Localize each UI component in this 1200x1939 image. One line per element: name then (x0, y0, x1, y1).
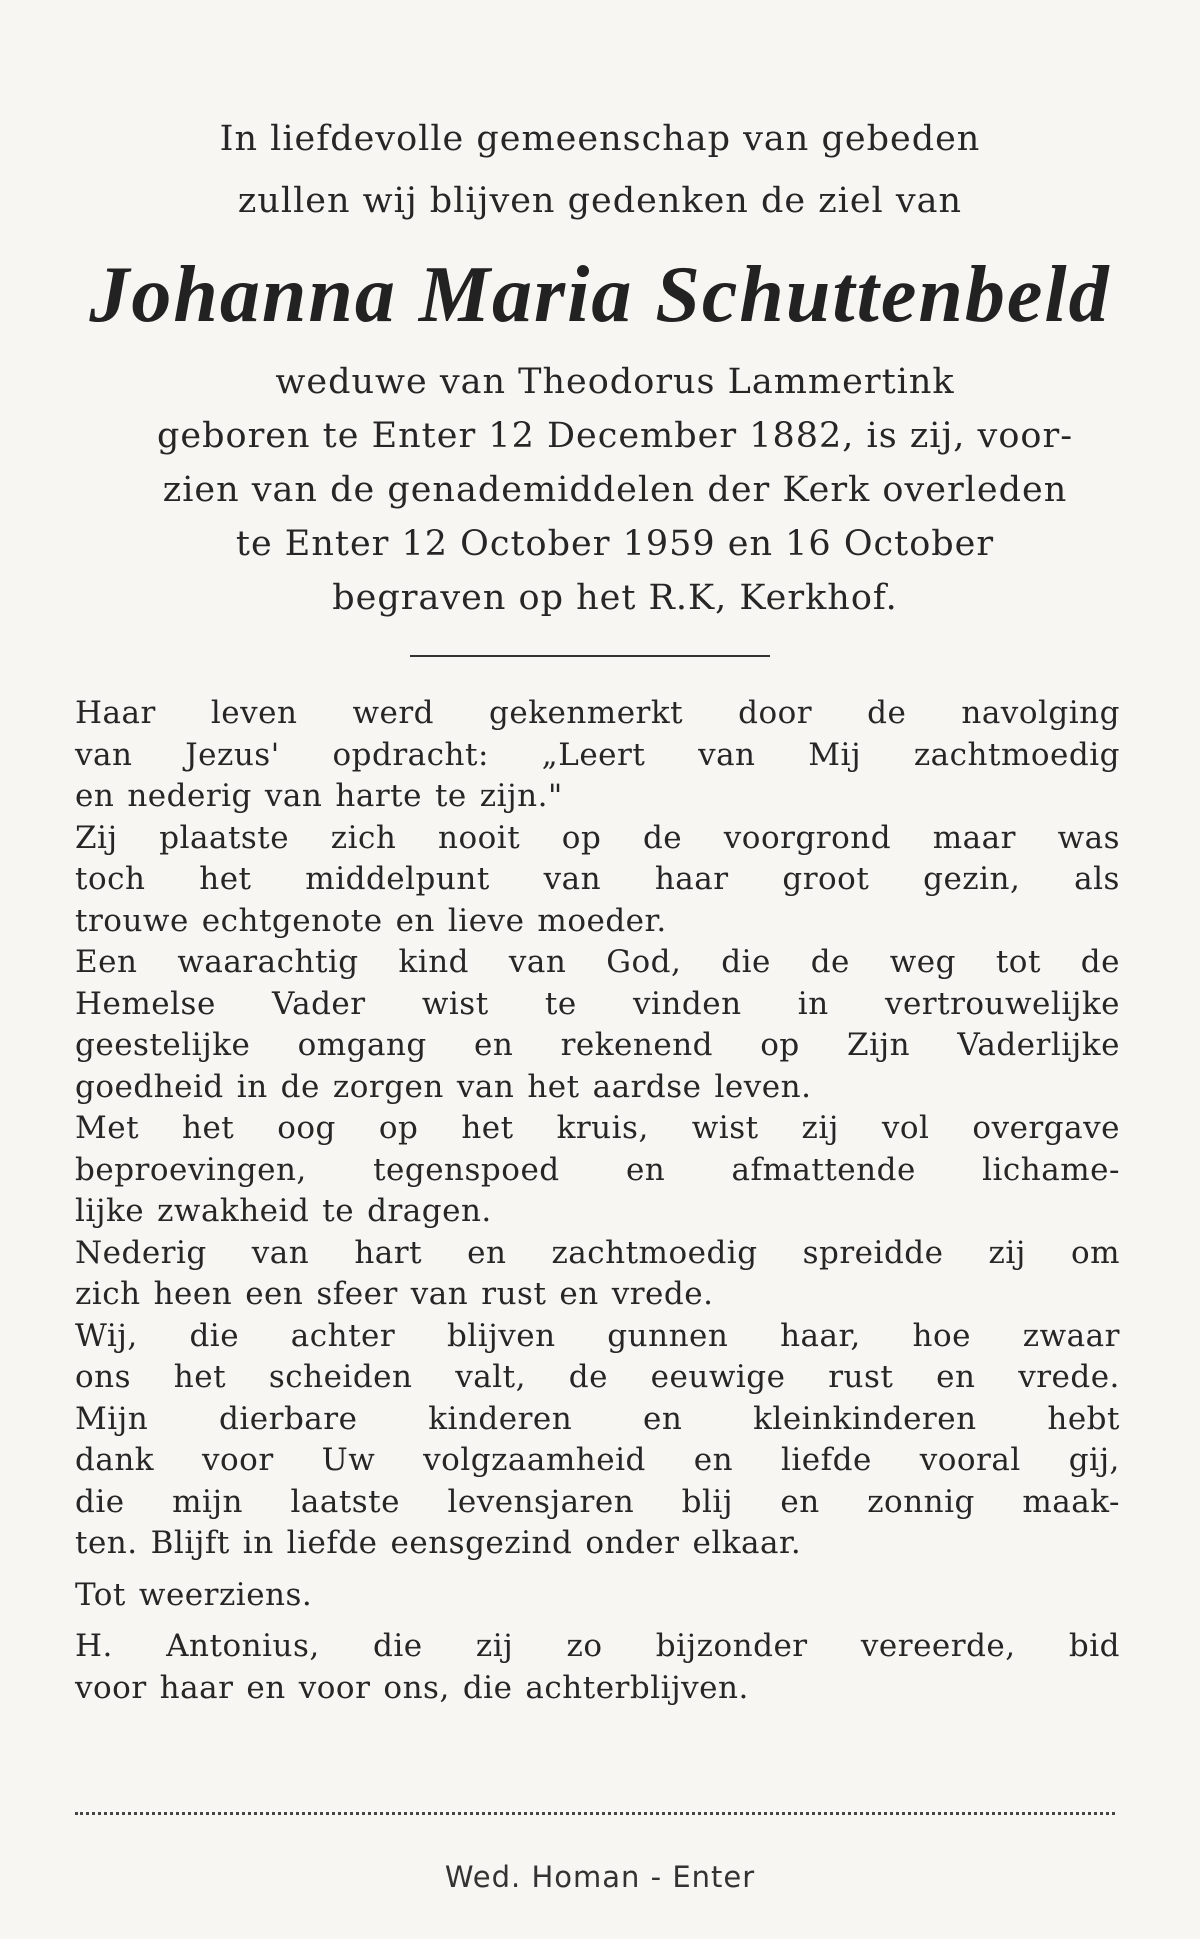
word: van (75, 736, 133, 773)
text-line (75, 1108, 1120, 1150)
detail-line: zien van de genademiddelen der Kerk overleden (162, 470, 1068, 510)
word: moeder. (537, 902, 667, 939)
word: zachtmoedig (913, 736, 1120, 773)
word: die (721, 944, 771, 980)
word: zij (475, 1628, 514, 1664)
word: die (75, 1483, 125, 1520)
word: plaatste (159, 819, 290, 856)
word: levensjaren (447, 1483, 635, 1520)
word: haar (159, 1669, 234, 1706)
word: en (467, 1234, 507, 1271)
word: van (251, 1234, 310, 1271)
text-line (75, 1482, 1120, 1524)
text-line (75, 1191, 1120, 1233)
text-line (75, 693, 1120, 735)
word: tegenspoed (373, 1151, 560, 1188)
intro-text (60, 108, 1140, 232)
text-line (75, 1523, 1120, 1565)
word: onder (585, 1525, 680, 1561)
word: nooit (437, 819, 521, 856)
text-line (75, 735, 1120, 777)
word: kruis, (556, 1110, 649, 1146)
word: blij (681, 1483, 733, 1520)
text-line (75, 1025, 1120, 1067)
word: vol (881, 1110, 930, 1146)
word: nederig (127, 778, 252, 814)
word: de (810, 944, 850, 980)
word: heen (153, 1276, 233, 1312)
word: het (182, 1110, 235, 1146)
dotted-separator (75, 1812, 1115, 1815)
word: zonnig (867, 1483, 975, 1520)
word: Nederig (75, 1234, 207, 1271)
text-line (75, 1626, 1120, 1668)
word: zich (330, 819, 397, 856)
word: navolging (961, 695, 1120, 731)
word: eeuwige (650, 1359, 786, 1395)
word: een (245, 1276, 304, 1312)
word: die (189, 1317, 240, 1354)
word: ten. (75, 1525, 138, 1561)
word: gunnen (607, 1317, 729, 1354)
word: omgang (297, 1027, 427, 1063)
word: aardse (592, 1068, 702, 1105)
word: eensgezind (390, 1525, 573, 1561)
separator-rule (410, 655, 770, 657)
text-line (75, 1233, 1120, 1275)
word: lichame- (982, 1151, 1120, 1188)
word: en (559, 1276, 599, 1312)
word: „Leert (541, 736, 646, 773)
word: harte (335, 778, 422, 814)
word: wist (421, 985, 489, 1022)
word: Zij (75, 819, 118, 856)
word: gekenmerkt (489, 695, 684, 731)
word: en (693, 1442, 734, 1478)
word: lijke (75, 1193, 145, 1229)
word: Blijft (150, 1525, 230, 1561)
word: Een (75, 944, 138, 980)
text-line (75, 984, 1120, 1026)
word: vertrouwelijke (884, 985, 1120, 1022)
word: werd (352, 695, 434, 731)
word: leven. (714, 1068, 812, 1105)
word: van (508, 944, 567, 980)
word: scheiden (268, 1359, 413, 1395)
word: in (797, 985, 829, 1022)
word: Zijn (847, 1027, 911, 1063)
word: om (1070, 1234, 1120, 1271)
life-details (110, 355, 1120, 625)
word: hebt (1047, 1400, 1120, 1437)
word: en (625, 1151, 666, 1188)
word: en (75, 778, 115, 814)
word: zij (988, 1234, 1026, 1271)
text-line (75, 1150, 1120, 1192)
deceased-name: Johanna Maria Schuttenbeld (89, 251, 1111, 339)
word: kind (398, 944, 470, 980)
word: de (280, 1068, 320, 1105)
word: rekenend (560, 1027, 714, 1063)
word: en (395, 902, 435, 939)
word: beproevingen, (75, 1151, 307, 1188)
text-line (75, 818, 1120, 860)
word: rust (828, 1359, 894, 1395)
word: zachtmoedig (551, 1234, 758, 1271)
word: goedheid (75, 1068, 224, 1105)
word: en (780, 1483, 820, 1520)
word: sfeer (316, 1276, 398, 1312)
word: toch (75, 861, 146, 897)
detail-line: weduwe van Theodorus Lammertink (275, 362, 955, 402)
word: het (527, 1068, 580, 1105)
word: was (1057, 819, 1120, 856)
word: blijven (446, 1317, 556, 1354)
word: Mij (808, 736, 862, 773)
word: elkaar. (692, 1525, 802, 1561)
word: te (434, 778, 467, 814)
word: mijn (172, 1483, 243, 1520)
detail-line: te Enter 12 October 1959 en 16 October (235, 524, 995, 564)
text-line (75, 1575, 1120, 1617)
word: H. (75, 1628, 113, 1664)
word: weerziens. (138, 1576, 313, 1613)
text-line (75, 1399, 1120, 1441)
word: van (543, 861, 602, 897)
word: trouwe (75, 902, 189, 939)
word: rust (481, 1276, 547, 1312)
word: vooral (919, 1442, 1021, 1478)
word: liefde (780, 1442, 872, 1478)
word: zij (801, 1110, 839, 1146)
word: dank (75, 1442, 155, 1478)
word: bid (1068, 1628, 1120, 1664)
word: oog (277, 1110, 336, 1146)
word: Vader (272, 985, 366, 1022)
word: achterblijven. (525, 1669, 749, 1706)
word: op (561, 819, 602, 856)
word: en (643, 1400, 683, 1437)
word: zwakheid (157, 1193, 310, 1229)
word: te (544, 985, 577, 1022)
text-line (75, 859, 1120, 901)
word: volgzaamheid (423, 1442, 646, 1478)
word: op (378, 1110, 419, 1146)
text-line (75, 1440, 1120, 1482)
text-line (75, 1067, 1120, 1109)
word: vinden (632, 985, 742, 1022)
word: het (199, 861, 252, 897)
word: de (642, 819, 683, 856)
word: het (461, 1110, 514, 1146)
word: hart (354, 1234, 423, 1271)
word: afmattende (731, 1151, 916, 1188)
word: kinderen (428, 1400, 573, 1437)
word: Tot (75, 1576, 126, 1613)
word: van (456, 1068, 515, 1105)
word: die (462, 1669, 513, 1706)
intro-line: zullen wij blijven gedenken de ziel van (237, 181, 963, 221)
word: groot (782, 861, 870, 897)
word: voorgrond (723, 819, 892, 856)
word: gezin, (923, 861, 1021, 897)
word: te (322, 1193, 355, 1229)
text-line (75, 901, 1120, 943)
memorial-text (75, 693, 1120, 1709)
word: tot (995, 944, 1041, 980)
text-line (75, 942, 1120, 984)
word: bijzonder (655, 1628, 808, 1664)
text-line (75, 1316, 1120, 1358)
word: Met (75, 1110, 140, 1146)
word: wist (691, 1110, 759, 1146)
word: haar, (780, 1317, 861, 1354)
word: zich (75, 1276, 141, 1312)
text-line (75, 776, 1120, 818)
word: door (738, 695, 813, 731)
paragraph-gap (75, 1565, 1120, 1575)
word: leven (210, 695, 298, 731)
word: voor (298, 1669, 371, 1706)
text-line (75, 1668, 1120, 1710)
word: voor (75, 1669, 147, 1706)
word: spreidde (802, 1234, 944, 1271)
word: middelpunt (305, 861, 490, 897)
word: vereerde, (860, 1628, 1016, 1664)
word: gij, (1068, 1442, 1120, 1478)
word: laatste (290, 1483, 400, 1520)
word: voor (201, 1442, 274, 1478)
word: de (867, 695, 907, 731)
word: valt, (455, 1359, 526, 1395)
detail-line: geboren te Enter 12 December 1882, is zij, voor- (156, 416, 1074, 456)
word: maak- (1022, 1483, 1120, 1520)
word: opdracht: (332, 736, 489, 773)
word: die (373, 1628, 423, 1664)
word: zwaar (1022, 1317, 1120, 1354)
text-line (75, 1274, 1120, 1316)
word: hoe (912, 1317, 972, 1354)
word: Jezus' (185, 736, 280, 773)
word: in (236, 1068, 268, 1105)
word: Vaderlijke (957, 1027, 1120, 1063)
word: kleinkinderen (753, 1400, 977, 1437)
intro-line: In liefdevolle gemeenschap van gebeden (219, 119, 981, 159)
word: zijn." (479, 778, 563, 814)
word: zorgen (332, 1068, 444, 1105)
word: Uw (321, 1442, 376, 1478)
word: van (410, 1276, 469, 1312)
word: op (760, 1027, 800, 1063)
word: de (568, 1359, 608, 1395)
word: God, (606, 944, 682, 980)
word: overgave (972, 1110, 1120, 1146)
word: geestelijke (75, 1027, 251, 1063)
text-line (75, 1357, 1120, 1399)
word: en (936, 1359, 976, 1395)
word: Wij, (75, 1317, 138, 1354)
word: zo (566, 1628, 603, 1664)
word: vrede. (1018, 1359, 1120, 1395)
detail-line: begraven op het R.K, Kerkhof. (332, 578, 898, 618)
word: haar (654, 861, 729, 897)
word: maar (932, 819, 1016, 856)
word: dragen. (367, 1193, 492, 1229)
word: in (242, 1525, 274, 1561)
word: en (246, 1669, 286, 1706)
word: waarachtig (177, 944, 359, 980)
word: Haar (75, 695, 156, 731)
word: het (173, 1359, 227, 1395)
word: vrede. (611, 1276, 714, 1312)
word: lieve (447, 902, 525, 939)
word: liefde (286, 1525, 378, 1561)
paragraph-gap (75, 1616, 1120, 1626)
word: als (1074, 861, 1120, 897)
word: Antonius, (166, 1628, 320, 1664)
word: van (264, 778, 323, 814)
printer-credit: Wed. Homan - Enter (444, 1860, 756, 1894)
word: van (698, 736, 756, 773)
word: echtgenote (201, 902, 383, 939)
word: ons (75, 1359, 132, 1395)
word: achter (290, 1317, 396, 1354)
word: weg (889, 944, 956, 980)
word: Hemelse (75, 985, 216, 1022)
word: ons, (383, 1669, 450, 1706)
word: Mijn (75, 1400, 149, 1437)
word: de (1080, 944, 1120, 980)
word: en (474, 1027, 514, 1063)
word: dierbare (219, 1400, 358, 1437)
